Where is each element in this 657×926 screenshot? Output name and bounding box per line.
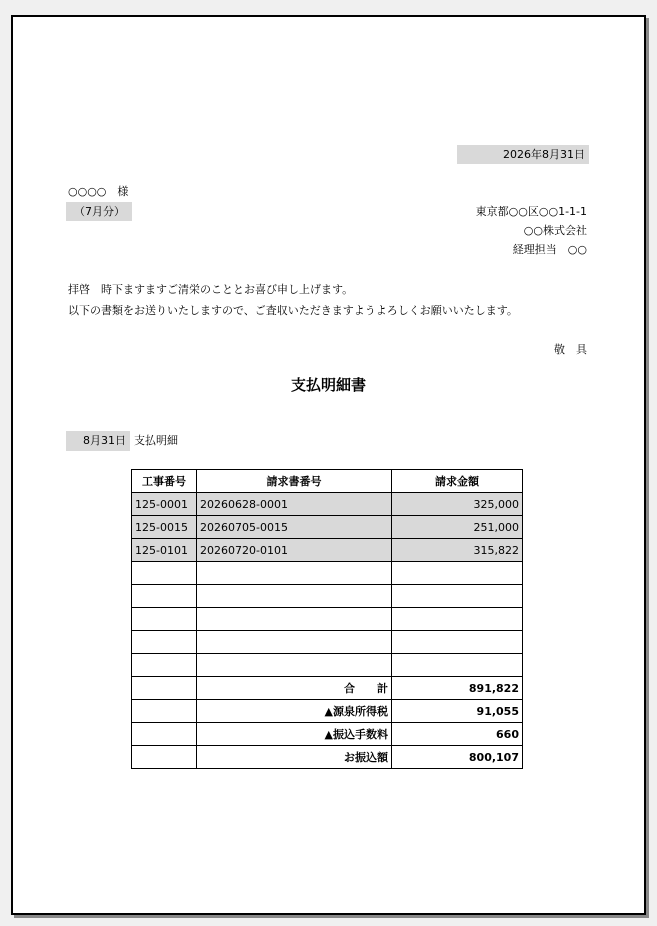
invoice-no-cell: 20260705-0015 [197,516,392,539]
transfer-fee-value: 660 [392,723,523,746]
payment-table [131,469,523,769]
empty-cell [132,585,197,608]
total-label: 合 計 [197,677,392,700]
invoice-no-cell: 20260720-0101 [197,539,392,562]
empty-cell [197,585,392,608]
empty-cell [392,562,523,585]
empty-cell [132,723,197,746]
header-amount: 請求金額 [392,470,523,493]
empty-cell [392,654,523,677]
transfer-amount-value: 800,107 [392,746,523,769]
transfer-amount-label: お振込額 [197,746,392,769]
empty-row [132,585,523,608]
empty-cell [132,746,197,769]
closing-remark: 敬 具 [554,343,587,356]
greeting-line-2: 以下の書類をお送りいたしますので、ご査収いただきますようよろしくお願いいたします。 [68,304,518,317]
table-row [132,516,523,539]
summary-row-withholding [132,700,523,723]
header-invoice-no: 請求書番号 [197,470,392,493]
transfer-fee-label: ▲振込手数料 [197,723,392,746]
empty-cell [197,631,392,654]
empty-cell [132,654,197,677]
summary-row-fee [132,723,523,746]
issue-date: 2026年8月31日 [457,145,589,164]
section-label: 支払明細 [134,434,178,447]
document-title: 支払明細書 [290,376,366,394]
empty-cell [392,608,523,631]
sender-company: ○○株式会社 [523,224,587,237]
empty-row [132,562,523,585]
empty-cell [132,562,197,585]
invoice-no-cell: 20260628-0001 [197,493,392,516]
sender-address: 東京都○○区○○1-1-1 [475,205,587,218]
withholding-value: 91,055 [392,700,523,723]
empty-row [132,608,523,631]
month-label: （7月分） [66,202,132,221]
project-no-cell: 125-0001 [132,493,197,516]
empty-cell [197,562,392,585]
table-row [132,493,523,516]
empty-cell [392,585,523,608]
withholding-label: ▲源泉所得税 [197,700,392,723]
section-date: 8月31日 [66,431,130,451]
summary-row-transfer [132,746,523,769]
recipient-name: ○○○○ 様 [68,185,129,198]
amount-cell: 315,822 [392,539,523,562]
empty-cell [197,654,392,677]
table-row [132,539,523,562]
header-project-no: 工事番号 [132,470,197,493]
project-no-cell: 125-0015 [132,516,197,539]
empty-cell [132,677,197,700]
empty-cell [132,631,197,654]
table-header-row [132,470,523,493]
empty-cell [392,631,523,654]
empty-row [132,654,523,677]
sender-contact: 経理担当 ○○ [512,243,587,256]
document-page [11,15,646,915]
amount-cell: 325,000 [392,493,523,516]
empty-row [132,631,523,654]
total-value: 891,822 [392,677,523,700]
empty-cell [132,608,197,631]
empty-cell [197,608,392,631]
project-no-cell: 125-0101 [132,539,197,562]
summary-row-total [132,677,523,700]
empty-cell [132,700,197,723]
greeting-line-1: 拝啓 時下ますますご清栄のこととお喜び申し上げます。 [68,283,354,296]
amount-cell: 251,000 [392,516,523,539]
